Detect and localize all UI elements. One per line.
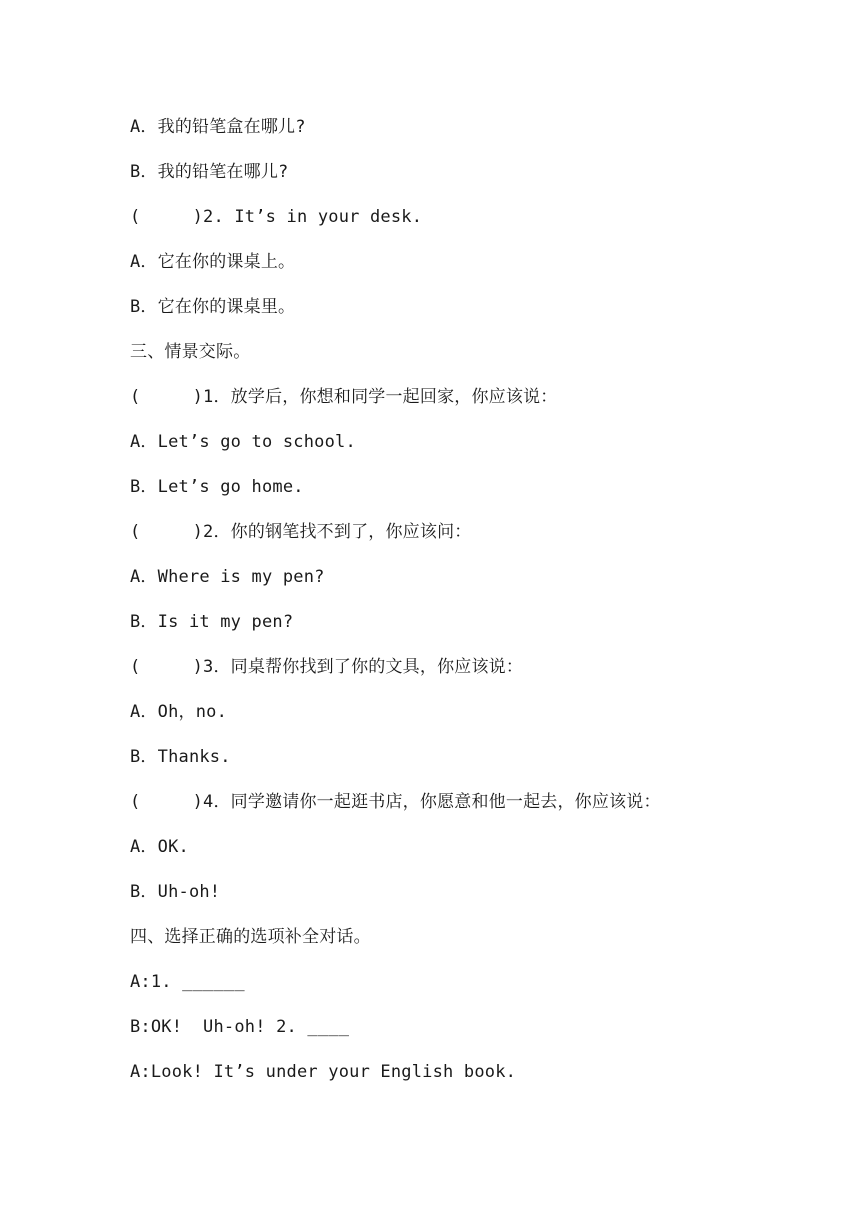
option-line: A．OK. <box>130 837 189 857</box>
dialogue-line: A:1. ______ <box>130 972 245 992</box>
question-line: ( )3．同桌帮你找到了你的文具，你应该说： <box>130 657 524 677</box>
question-line: ( )1．放学后，你想和同学一起回家，你应该说： <box>130 387 558 407</box>
question-line: ( )4．同学邀请你一起逛书店，你愿意和他一起去，你应该说： <box>130 792 661 812</box>
option-line: A．Let’s go to school. <box>130 432 356 452</box>
option-line: B．Uh-oh! <box>130 882 221 902</box>
option-line: B．Is it my pen? <box>130 612 294 632</box>
option-line: A．Oh，no. <box>130 702 228 722</box>
document-body <box>130 112 830 1102</box>
option-line: B．它在你的课桌里。 <box>130 297 296 317</box>
question-line: ( )2. It’s in your desk. <box>130 207 423 227</box>
option-line: A．Where is my pen? <box>130 567 325 587</box>
dialogue-line: A:Look! It’s under your English book. <box>130 1062 517 1082</box>
dialogue-line: B:OK! Uh-oh! 2. ____ <box>130 1017 350 1037</box>
option-line: B．我的铅笔在哪儿? <box>130 162 289 182</box>
section-heading: 三、情景交际。 <box>130 342 251 362</box>
section-heading: 四、选择正确的选项补全对话。 <box>130 927 371 947</box>
option-line: B．Let’s go home. <box>130 477 304 497</box>
option-line: B．Thanks. <box>130 747 231 767</box>
question-line: ( )2．你的钢笔找不到了，你应该问： <box>130 522 472 542</box>
option-line: A．我的铅笔盒在哪儿? <box>130 117 306 137</box>
option-line: A．它在你的课桌上。 <box>130 252 296 272</box>
